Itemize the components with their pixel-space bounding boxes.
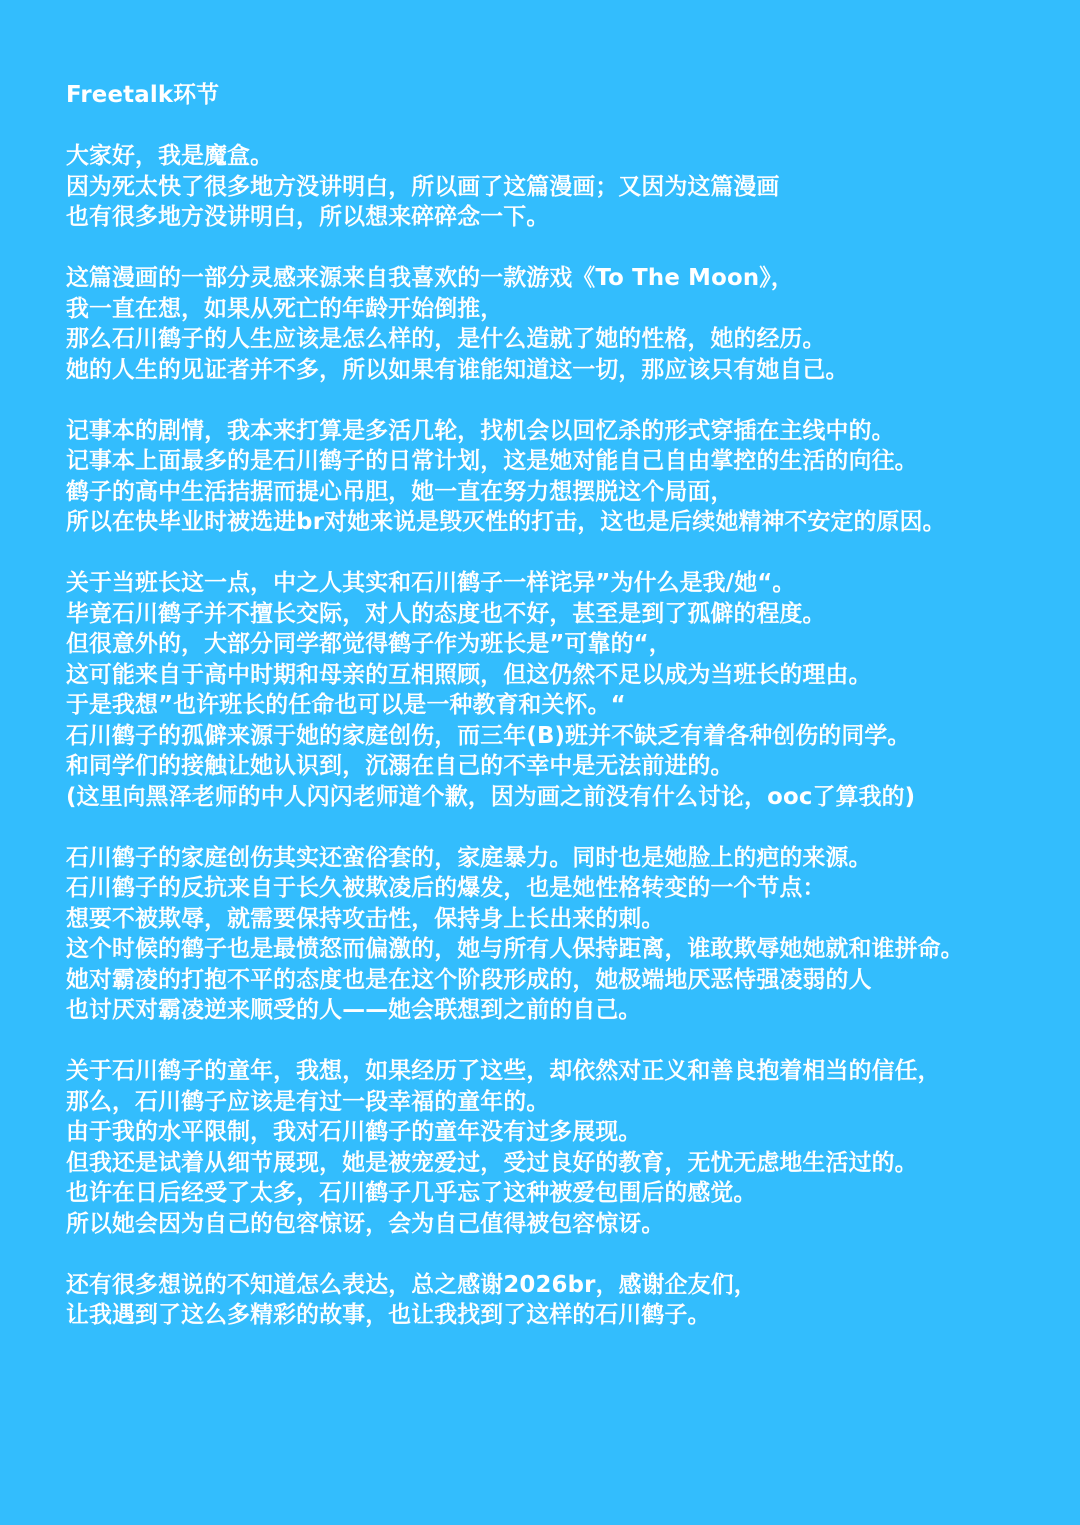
paragraph	[66, 141, 1080, 233]
text-line: 大家好，我是魔盒。	[66, 143, 274, 169]
paragraph	[66, 1056, 1080, 1239]
text-line: 这可能来自于高中时期和母亲的互相照顾，但这仍然不足以成为当班长的理由。	[66, 661, 872, 688]
text-line: 这篇漫画的一部分灵感来源来自我喜欢的一款游戏《To The Moon》，	[66, 265, 794, 291]
text-line: 石川鹤子的孤僻来源于她的家庭创伤，而三年(B)班并不缺乏有着各种创伤的同学。	[66, 722, 911, 749]
text-line: 石川鹤子的家庭创伤其实还蛮俗套的，家庭暴力。同时也是她脸上的疤的来源。	[66, 844, 872, 871]
text-line: 石川鹤子的反抗来自于长久被欺凌后的爆发，也是她性格转变的一个节点：	[66, 875, 826, 901]
text-line: 所以她会因为自己的包容惊讶，会为自己值得被包容惊讶。	[66, 1210, 665, 1237]
text-line: 记事本的剧情，我本来打算是多活几轮，找机会以回忆杀的形式穿插在主线中的。	[66, 417, 895, 444]
paragraph	[66, 568, 1080, 812]
text-line: 和同学们的接触让她认识到，沉溺在自己的不幸中是无法前进的。	[66, 753, 734, 779]
text-line: 所以在快毕业时被选进br对她来说是毁灭性的打击，这也是后续她精神不安定的原因。	[66, 509, 946, 535]
text-line: 她对霸凌的打抱不平的态度也是在这个阶段形成的，她极端地厌恶恃强凌弱的人	[66, 966, 872, 993]
text-line: 让我遇到了这么多精彩的故事，也让我找到了这样的石川鹤子。	[66, 1302, 711, 1328]
text-line: 鹤子的高中生活拮据而提心吊胆，她一直在努力想摆脱这个局面，	[66, 478, 734, 505]
text-line: 于是我想”也许班长的任命也可以是一种教育和关怀。“	[66, 692, 626, 718]
text-line: 我一直在想，如果从死亡的年龄开始倒推，	[66, 295, 504, 322]
text-line: 但我还是试着从细节展现，她是被宠爱过，受过良好的教育，无忧无虑地生活过的。	[66, 1149, 918, 1176]
text-line: 这个时候的鹤子也是最愤怒而偏激的，她与所有人保持距离，谁敢欺辱她她就和谁拼命。	[66, 936, 964, 962]
text-line: 关于当班长这一点，中之人其实和石川鹤子一样诧异”为什么是我/她“。	[66, 570, 796, 596]
text-line: 还有很多想说的不知道怎么表达，总之感谢2026br，感谢企友们，	[66, 1271, 757, 1298]
text-line: 她的人生的见证者并不多，所以如果有谁能知道这一切，那应该只有她自己。	[66, 356, 849, 383]
text-line: 记事本上面最多的是石川鹤子的日常计划，这是她对能自己自由掌控的生活的向往。	[66, 448, 918, 474]
text-line: 想要不被欺辱，就需要保持攻击性，保持身上长出来的刺。	[66, 905, 665, 932]
paragraph	[66, 1270, 1080, 1331]
paragraph	[66, 416, 1080, 538]
text-line: 但很意外的，大部分同学都觉得鹤子作为班长是”可靠的“，	[66, 631, 672, 657]
text-line: 也有很多地方没讲明白，所以想来碎碎念一下。	[66, 204, 550, 230]
text-line: 那么，石川鹤子应该是有过一段幸福的童年的。	[66, 1088, 550, 1115]
paragraph	[66, 263, 1080, 385]
page-title: Freetalk环节	[66, 82, 220, 108]
paragraph	[66, 843, 1080, 1026]
text-line: 因为死太快了很多地方没讲明白，所以画了这篇漫画；又因为这篇漫画	[66, 173, 780, 200]
document-body	[66, 141, 1080, 1331]
text-line: 也讨厌对霸凌逆来顺受的人——她会联想到之前的自己。	[66, 997, 642, 1023]
text-line: 由于我的水平限制，我对石川鹤子的童年没有过多展现。	[66, 1119, 642, 1145]
text-line: 也许在日后经受了太多，石川鹤子几乎忘了这种被爱包围后的感觉。	[66, 1180, 757, 1206]
text-line: 关于石川鹤子的童年，我想，如果经历了这些，却依然对正义和善良抱着相当的信任，	[66, 1058, 941, 1084]
text-line: (这里向黑泽老师的中人闪闪老师道个歉，因为画之前没有什么讨论，ooc了算我的)	[66, 783, 916, 810]
text-line: 毕竟石川鹤子并不擅长交际，对人的态度也不好，甚至是到了孤僻的程度。	[66, 600, 826, 627]
text-line: 那么石川鹤子的人生应该是怎么样的，是什么造就了她的性格，她的经历。	[66, 326, 826, 352]
